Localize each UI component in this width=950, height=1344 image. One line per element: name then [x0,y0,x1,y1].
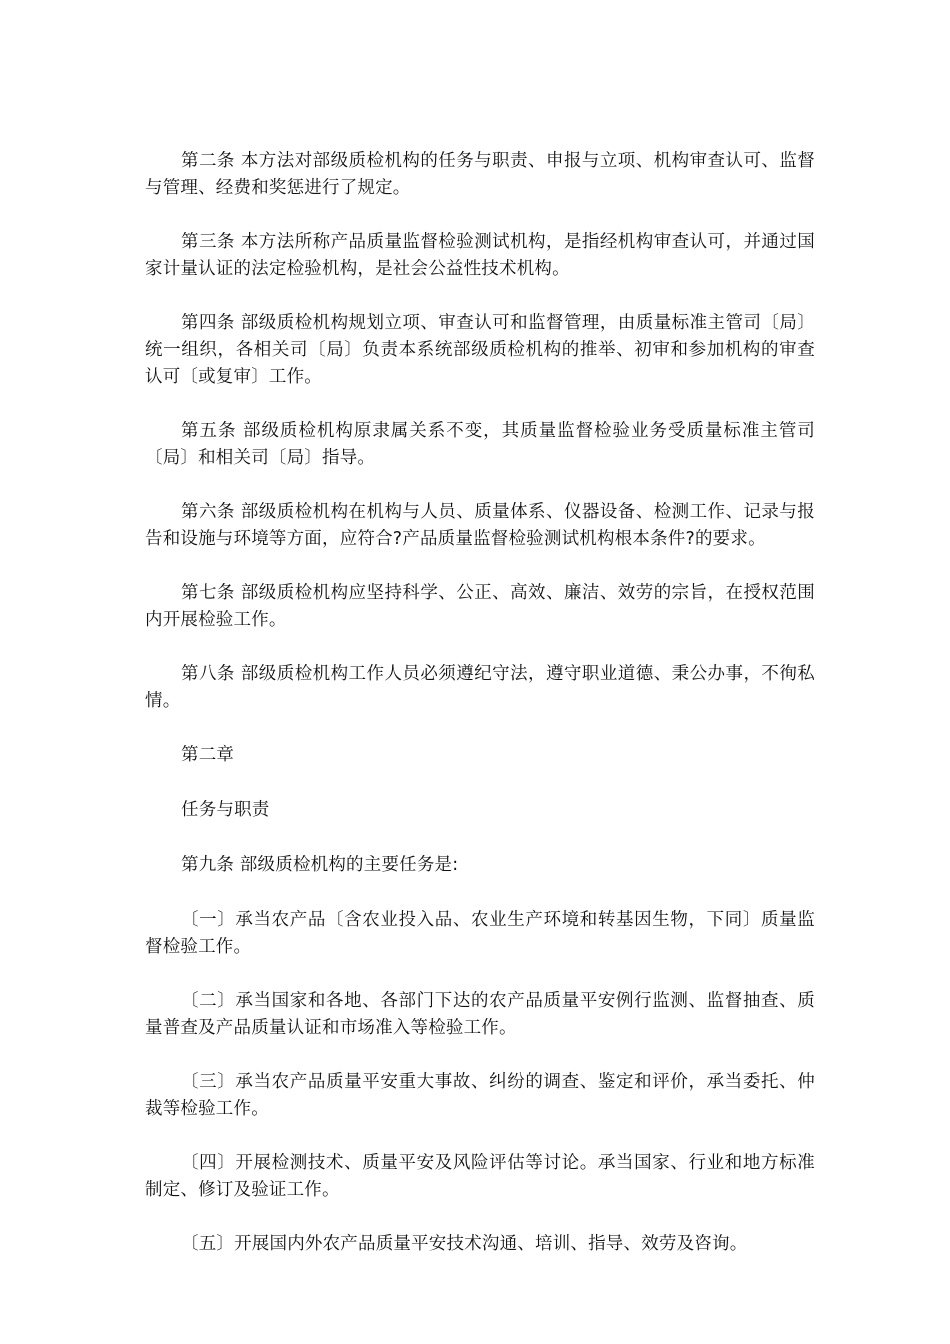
article-5-paragraph: 第五条 部级质检机构原隶属关系不变，其质量监督检验业务受质量标准主管司〔局〕和相关司〔局〕指导。 [145,421,815,468]
task-item-2: 〔二〕承当国家和各地、各部门下达的农产品质量平安例行监测、监督抽查、质量普查及产品质量认证和市场准入等检验工作。 [145,991,815,1038]
article-9-paragraph: 第九条 部级质检机构的主要任务是: [181,855,459,875]
chapter-number: 第二章 [181,745,235,765]
article-8-paragraph: 第八条 部级质检机构工作人员必须遵纪守法，遵守职业道德、秉公办事，不徇私情。 [145,664,815,711]
task-item-5: 〔五〕开展国内外农产品质量平安技术沟通、培训、指导、效劳及咨询。 [181,1234,748,1254]
article-4-paragraph: 第四条 部级质检机构规划立项、审查认可和监督管理，由质量标准主管司〔局〕统一组织，各相关司〔局〕负责本系统部级质检机构的推举、初审和参加机构的审查认可〔或复审〕工作。 [145,313,815,387]
article-3-paragraph: 第三条 本方法所称产品质量监督检验测试机构，是指经机构审查认可，并通过国家计量认证的法定检验机构，是社会公益性技术机构。 [145,232,815,279]
chapter-title: 任务与职责 [181,800,270,820]
article-7-paragraph: 第七条 部级质检机构应坚持科学、公正、高效、廉洁、效劳的宗旨，在授权范围内开展检验工作。 [145,583,815,630]
document-body [145,148,815,1285]
task-item-1: 〔一〕承当农产品〔含农业投入品、农业生产环境和转基因生物，下同〕质量监督检验工作。 [145,910,815,957]
task-item-3: 〔三〕承当农产品质量平安重大事故、纠纷的调查、鉴定和评价，承当委托、仲裁等检验工作。 [145,1072,815,1119]
article-6-paragraph: 第六条 部级质检机构在机构与人员、质量体系、仪器设备、检测工作、记录与报告和设施与环境等方面，应符合?产品质量监督检验测试机构根本条件?的要求。 [145,502,815,549]
task-item-4: 〔四〕开展检测技术、质量平安及风险评估等讨论。承当国家、行业和地方标准制定、修订及验证工作。 [145,1153,815,1200]
article-2-paragraph: 第二条 本方法对部级质检机构的任务与职责、申报与立项、机构审查认可、监督与管理、经费和奖惩进行了规定。 [145,151,815,198]
